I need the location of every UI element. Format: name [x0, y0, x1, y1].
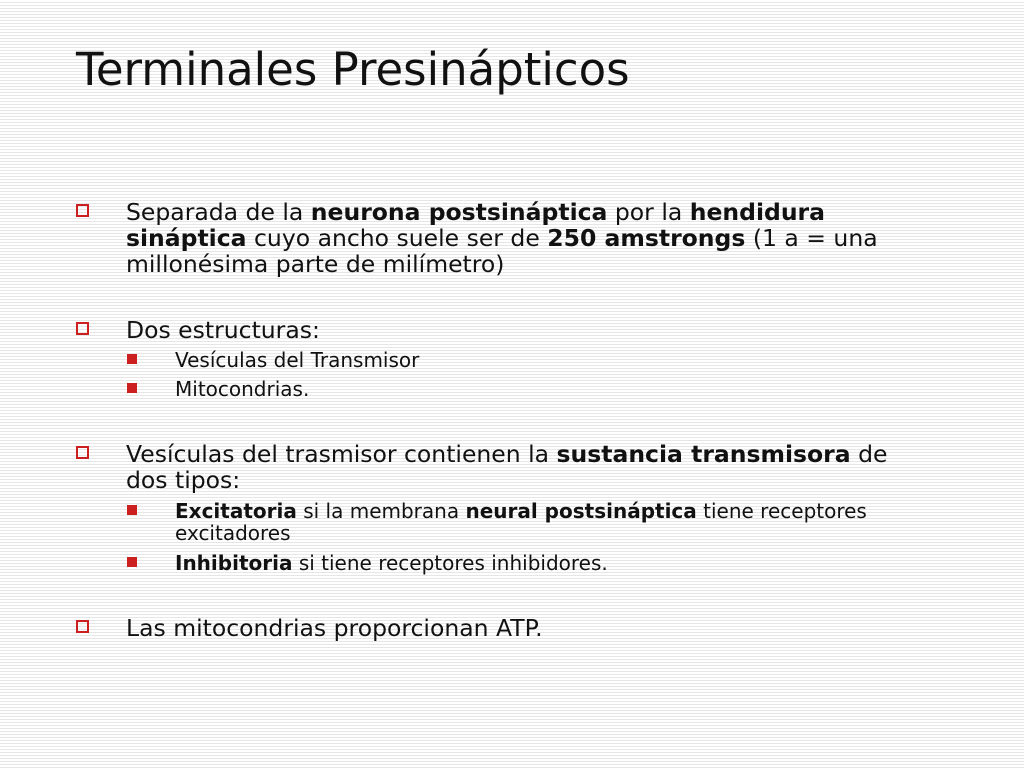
bold-term: 250 amstrongs: [547, 224, 746, 252]
bold-term: Inhibitoria: [175, 551, 293, 575]
text-run: si la membrana: [296, 499, 466, 523]
text-run: si tiene receptores inhibidores.: [292, 551, 608, 575]
bold-term: hendidura sináptica: [126, 198, 825, 252]
bullet-text: Las mitocondrias proporcionan ATP.: [126, 614, 543, 642]
text-run: por la: [607, 198, 690, 226]
bullet-atp: [76, 615, 936, 641]
text-run: tiene receptores excitadores: [175, 499, 867, 545]
sub-bullet-excitatoria: [126, 500, 916, 544]
bullet-vesiculas-contienen: [76, 441, 936, 493]
hollow-square-bullet-icon: [76, 322, 89, 335]
sub-bullet-text: [175, 500, 916, 544]
sub-bullet-text: Mitocondrias.: [175, 377, 310, 401]
sub-bullet-inhibitoria: [126, 552, 916, 574]
text-run: (1 a = una millonésima parte de milímetro): [126, 224, 878, 278]
sub-bullet-text: [175, 552, 916, 574]
hollow-square-bullet-icon: [76, 204, 89, 217]
bold-term: neurona postsináptica: [310, 198, 608, 226]
hollow-square-bullet-icon: [76, 620, 89, 633]
text-run: cuyo ancho suele ser de: [246, 224, 548, 252]
bullet-text: [126, 199, 936, 277]
sub-bullet-mitocondrias: [126, 378, 916, 400]
sub-bullet-vesiculas: [126, 349, 916, 371]
bullet-dos-estructuras: [76, 317, 936, 343]
bold-term: Excitatoria: [175, 499, 297, 523]
bullet-text: Dos estructuras:: [126, 316, 320, 344]
text-run: Vesículas del trasmisor contienen la: [126, 440, 557, 468]
filled-square-bullet-icon: [127, 557, 137, 567]
text-run: Separada de la: [126, 198, 311, 226]
sub-bullet-text: Vesículas del Transmisor: [175, 348, 420, 372]
text-run: de dos tipos:: [126, 440, 888, 494]
bold-term: neural postsináptica: [465, 499, 697, 523]
bold-term: sustancia transmisora: [556, 440, 851, 468]
filled-square-bullet-icon: [127, 383, 137, 393]
slide-title: Terminales Presinápticos: [76, 43, 630, 96]
filled-square-bullet-icon: [127, 354, 137, 364]
filled-square-bullet-icon: [127, 505, 137, 515]
bullet-hendidura: [76, 199, 936, 277]
hollow-square-bullet-icon: [76, 446, 89, 459]
bullet-text: [126, 441, 936, 493]
